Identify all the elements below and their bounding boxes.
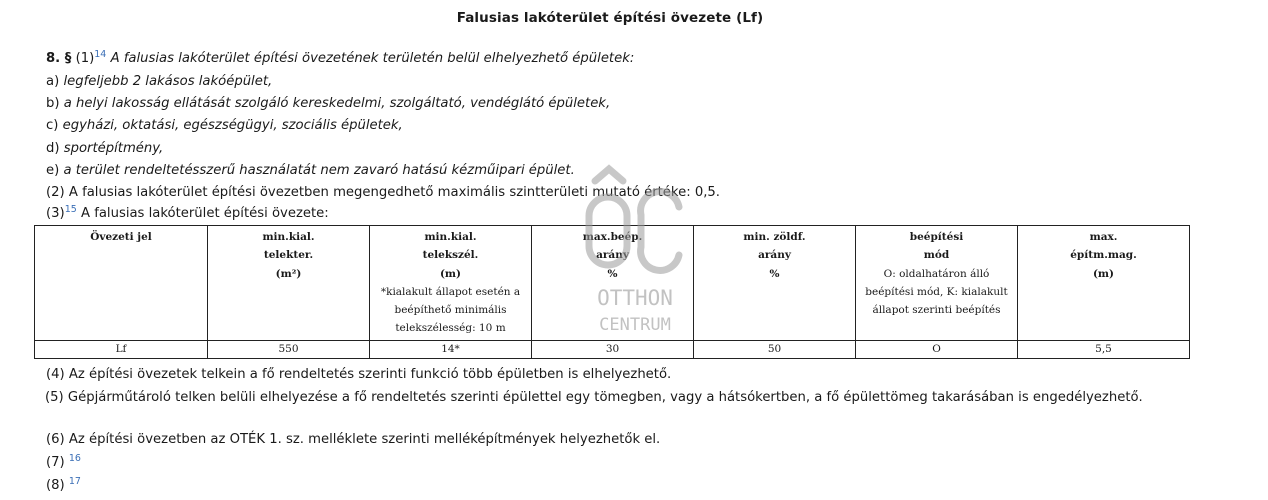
watermark-line-1: OTTHON: [597, 286, 673, 310]
paragraph-1: [46, 50, 634, 69]
header-cell: min.kial. telekter. (m²): [208, 226, 370, 341]
table-row: [35, 341, 1190, 359]
paragraph-6: (6) Az építési övezetben az OTÉK 1. sz. melléklete szerinti melléképítmények helyezhetők el.: [46, 432, 661, 447]
header-cell: min.kial. telekszél. (m) *kialakult állapot esetén a beépíthető minimális telekszélesség: 10 m: [370, 226, 532, 341]
list-item-b: b) a helyi lakosság ellátását szolgáló kereskedelmi, szolgáltató, vendéglátó épületek,: [46, 96, 611, 111]
paragraph-4: (4) Az építési övezetek telkein a fő rendeltetés szerinti funkció több épületben is elhelyezhető.: [46, 367, 672, 382]
paragraph-1-text: A falusias lakóterület építési övezetének területén belül elhelyezhető épületek:: [110, 51, 635, 66]
section-number: 8. §: [46, 51, 72, 66]
header-cell: max.beép. arány %: [532, 226, 694, 341]
header-cell: beépítési mód O: oldalhatáron álló beépítési mód, K: kialakult állapot szerinti beépítés: [856, 226, 1018, 341]
table-header-row: [35, 226, 1190, 341]
paragraph-8: (8) $^{17}$: [46, 476, 81, 493]
paragraph-3: $(3)^{15}$ A falusias lakóterület építési övezete:: [46, 204, 329, 221]
footnote-link-17[interactable]: 17: [68, 476, 81, 487]
roof-icon: [595, 169, 623, 181]
paragraph-1-label: (1): [75, 51, 95, 66]
footnote-link-16[interactable]: 16: [68, 453, 81, 464]
table-cell: 50: [694, 341, 856, 359]
paragraph-5: (5) Gépjárműtároló telken belüli elhelyezése a fő rendeltetés szerinti épülettel egy tömegben, vagy a hátsókertben, a fő épülettömeg takarásában is engedélyezhető.: [45, 390, 1143, 405]
table-cell: 5,5: [1018, 341, 1190, 359]
header-cell: max. építm.mag. (m): [1018, 226, 1190, 341]
header-cell: min. zöldf. arány %: [694, 226, 856, 341]
list-item-e: e) a terület rendeltetésszerű használatát nem zavaró hatású kézműipari épület.: [46, 163, 575, 178]
table-cell: O: [856, 341, 1018, 359]
table-cell: Lf: [35, 341, 208, 359]
header-cell: Övezeti jel: [35, 226, 208, 341]
page-title: Falusias lakóterület építési övezete (Lf): [456, 10, 764, 26]
paragraph-7: (7) $^{16}$: [46, 453, 81, 470]
footnote-link-14[interactable]: 14: [94, 49, 107, 60]
paragraph-2: (2) A falusias lakóterület építési övezetben megengedhető maximális szintterületi mutató értéke: 0,5.: [46, 185, 720, 200]
footnote-link-15[interactable]: 15: [64, 204, 77, 215]
zoning-table: [34, 225, 1190, 359]
table-cell: 14*: [370, 341, 532, 359]
table-cell: 550: [208, 341, 370, 359]
list-item-d: d) sportépítmény,: [46, 141, 164, 156]
watermark-line-2: CENTRUM: [599, 315, 671, 335]
table-cell: 30: [532, 341, 694, 359]
list-item-a: a) legfeljebb 2 lakásos lakóépület,: [46, 74, 273, 89]
list-item-c: c) egyházi, oktatási, egészségügyi, szociális épületek,: [46, 118, 403, 133]
